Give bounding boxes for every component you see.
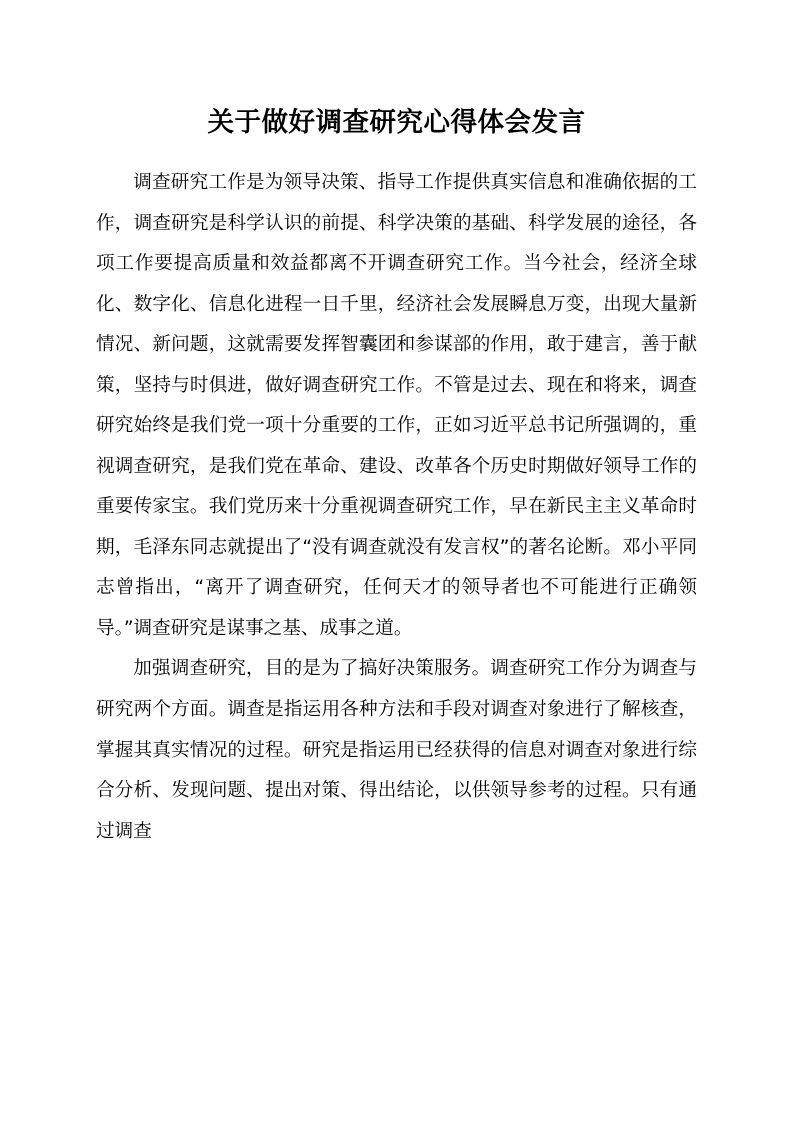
document-body (96, 163, 697, 852)
body-paragraph-2: 加强调查研究，目的是为了搞好决策服务。调查研究工作分为调查与研究两个方面。调查是指运用各种方法和手段对调查对象进行了解核查，掌握其真实情况的过程。研究是指运用已经获得的信息对调查对象进行综合分析、发现问题、提出对策、得出结论，以供领导参考的过程。只有通过调查 (96, 658, 697, 842)
page-title: 关于做好调查研究心得体会发言 (207, 107, 586, 138)
body-paragraph-1: 调查研究工作是为领导决策、指导工作提供真实信息和准确依据的工作，调查研究是科学认识的前提、科学决策的基础、科学发展的途径，各项工作要提高质量和效益都离不开调查研究工作。当今社会，经济全球化、数字化、信息化进程一日千里，经济社会发展瞬息万变，出现大量新情况、新问题，这就需要发挥智囊团和参谋部的作用，敢于建言，善于献策，坚持与时俱进，做好调查研究工作。不管是过去、现在和将来，调查研究始终是我们党一项十分重要的工作，正如习近平总书记所强调的，重视调查研究，是我们党在革命、建设、改革各个历史时期做好领导工作的重要传家宝。我们党历来十分重视调查研究工作，早在新民主主义革命时期，毛泽东同志就提出了“没有调查就没有发言权”的著名论断。邓小平同志曾指出，“离开了调查研究，任何天才的领导者也不可能进行正确领导。”调查研究是谋事之基、成事之道。 (96, 172, 697, 639)
